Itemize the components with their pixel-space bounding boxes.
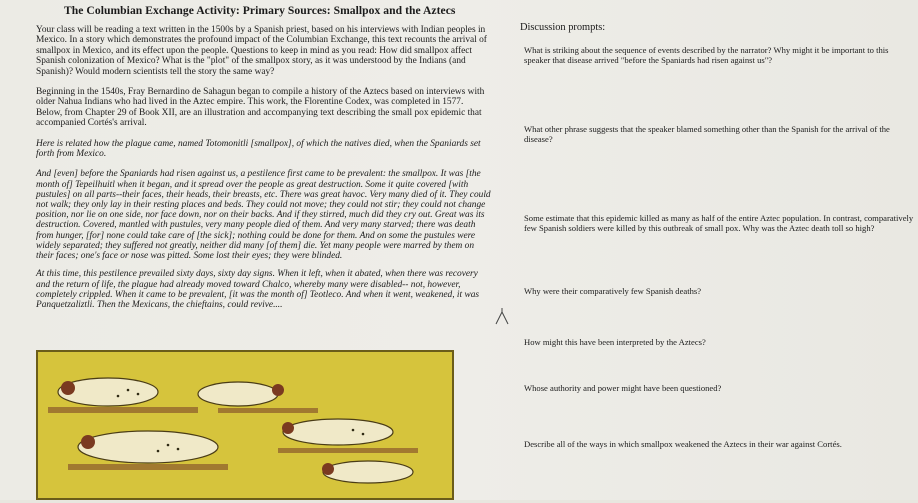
codex-illustration bbox=[36, 350, 454, 500]
prompt-6: Whose authority and power might have been questioned? bbox=[524, 383, 722, 393]
background-paragraph: Beginning in the 1540s, Fray Bernardino de Sahagun began to compile a history of the Aztecs based on interviews with older Nahua Indians who had lived in the Aztec empire. This work, the Florentine Codex, was completed in 1577. Below, from Chapter 29 of Book XII, are an illustration and accompanying text describing the small pox epidemic that accompanied Cortés's arrival. bbox=[36, 87, 485, 129]
prompt-4: Why were their comparatively few Spanish deaths? bbox=[524, 286, 702, 296]
source-text-paragraph-2: At this time, this pestilence prevailed sixty days, sixty day signs. When it left, when it abated, when there was recovery and the return of life, the plague had already moved toward Chalco, whereby many were disabled-- not, however, completely crippled. When it came to be prevalent, [it was the month of] Teotleco. And when it went, weakened, it was Panquetzaliztli. Then the Mexicans, the chieftains, could revive.... bbox=[36, 269, 480, 310]
prompt-3: Some estimate that this epidemic killed as many as half of the entire Aztec population. In contrast, comparatively few Spanish soldiers were killed by this outbreak of small pox. Why was the Aztec death toll so high? bbox=[524, 213, 914, 233]
page-title: The Columbian Exchange Activity: Primary Sources: Smallpox and the Aztecs bbox=[64, 4, 456, 17]
prompt-2: What other phrase suggests that the speaker blamed something other than the Spanish for the arrival of the disease? bbox=[524, 124, 890, 144]
source-text-paragraph-1: And [even] before the Spaniards had risen against us, a pestilence first came to be prevalent: the smallpox. It was [the month of] Tepeilhuitl when it began, and it spread over the people as great destruction. Some it quite covered [with pustules] on all parts--their faces, their heads, their breasts, etc. There was great havoc. Very many died of it. They could not walk; they only lay in their resting places and beds. They could not move; they could not stir; they could not change position, nor lie on one side, nor face down, nor on their backs. And if they stirred, much did they cry out. Great was its destruction. Covered, mantled with pustules, very many people died of them. And very many starved; there was death from hunger, [for] none could take care of [the sick]; nothing could be done for them. And on some the pustules were widely separated; they suffered not greatly, neither did many [of them] die. Yet many people were marred by them on their faces; one's face or nose was pitted. Some lost their eyes; they were blinded. bbox=[36, 169, 491, 262]
discussion-heading: Discussion prompts: bbox=[520, 22, 606, 33]
related-paragraph: Here is related how the plague came, named Totomonitli [smallpox], of which the natives died, when the Spaniards set forth from Mexico. bbox=[36, 138, 481, 160]
codex-illustration-art bbox=[38, 352, 452, 498]
prompt-5: How might this have been interpreted by the Aztecs? bbox=[524, 337, 706, 347]
prompt-7: Describe all of the ways in which smallpox weakened the Aztecs in their war against Cortés. bbox=[524, 439, 842, 449]
annotation-mark bbox=[494, 306, 510, 331]
intro-paragraph: Your class will be reading a text written in the 1500s by a Spanish priest, based on his interviews with Indian peoples in Mexico. In a story which demonstrates the profound impact of the Columbian Exchange, this text recounts the arrival of smallpox in Mexico, and its effect upon the people. Questions to keep in mind as you read: How did smallpox affect Spanish colonization of Mexico? What is the "plot" of the smallpox story, as it was understood by the Indians (and Spanish)? Would modern scientists tell the story the same way? bbox=[36, 25, 487, 77]
prompt-1: What is striking about the sequence of events described by the narrator? Why might it be important to this speaker that disease arrived "before the Spaniards had risen against us"? bbox=[524, 45, 889, 65]
left-column bbox=[36, 4, 491, 310]
